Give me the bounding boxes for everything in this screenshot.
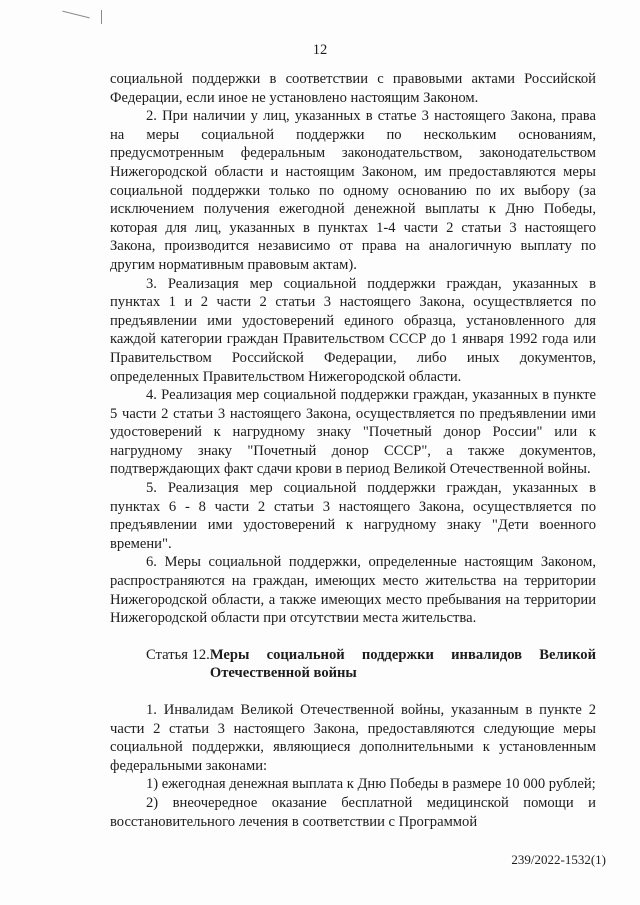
paragraph-continuation: социальной поддержки в соответствии с правовыми актами Российской Федерации, если иное не установлено настоящим Законом.: [110, 71, 596, 106]
document-body: [110, 70, 596, 831]
article-label: Статья 12.: [146, 646, 210, 663]
document-registration-number: 239/2022-1532(1): [511, 852, 606, 867]
scan-artifact: [101, 10, 102, 24]
paragraph-item-4: 4. Реализация мер социальной поддержки граждан, указанных в пункте 5 части 2 статьи 3 настоящего Закона, осуществляется по предъявлении ими удостоверений к нагрудному знаку "Почетный донор России" или к нагрудному знаку "Почетный донор СССР", а также документов, подтверждающих факт сдачи крови в период Великой Отечественной войны.: [110, 387, 596, 478]
page-number: 12: [312, 42, 328, 58]
article-subitem-1: 1) ежегодная денежная выплата к Дню Победы в размере 10 000 рублей;: [146, 776, 596, 793]
article-title: Меры социальной поддержки инвалидов Великой Отечественной войны: [209, 646, 596, 682]
paragraph-item-3: 3. Реализация мер социальной поддержки граждан, указанных в пунктах 1 и 2 части 2 статьи 3 настоящего Закона, осуществляется по предъявлении ими удостоверений единого образца, установленного для каждой категории граждан Правительством СССР до 1 января 1992 года или Правительством Российской Федерации, либо иных документов, определенных Правительством Нижегородской области.: [110, 275, 596, 385]
paragraph-item-6: 6. Меры социальной поддержки, определенные настоящим Законом, распространяются на граждан, имеющих место жительства на территории Нижегородской области, а также имеющих место пребывания на территории Нижегородской области при отсутствии места жительства.: [110, 554, 596, 627]
spacer: [110, 683, 596, 701]
article-subitem-2: 2) внеочередное оказание бесплатной медицинской помощи и восстановительного лечения в соответствии с Программой: [110, 794, 596, 830]
scan-artifact: [62, 11, 89, 19]
article-heading: [110, 646, 596, 683]
paragraph-item-5: 5. Реализация мер социальной поддержки граждан, указанных в пунктах 6 - 8 части 2 статьи 3 настоящего Закона, осуществляется по предъявлении ими удостоверений к нагрудному знаку "Дети военного времени".: [110, 480, 596, 552]
article-paragraph-1: 1. Инвалидам Великой Отечественной войны, указанным в пункте 2 части 2 статьи 3 настоящего Закона, предоставляются следующие меры социальной поддержки, являющиеся дополнительными к установленным федеральными законами:: [110, 702, 596, 774]
paragraph-item-2: 2. При наличии у лиц, указанных в статье 3 настоящего Закона, права на меры социальной поддержки по нескольким основаниям, предусмотренным федеральным законодательством, законодательством Нижегородской области и настоящим Законом, им предоставляются меры социальной поддержки только по одному основанию по их выбору (за исключением получения ежегодной денежной выплаты к Дню Победы, которая для лиц, указанных в пунктах 1-4 части 2 статьи 3 настоящего Закона, производится независимо от права на аналогичную выплату по другим нормативным правовым актам).: [110, 108, 596, 273]
